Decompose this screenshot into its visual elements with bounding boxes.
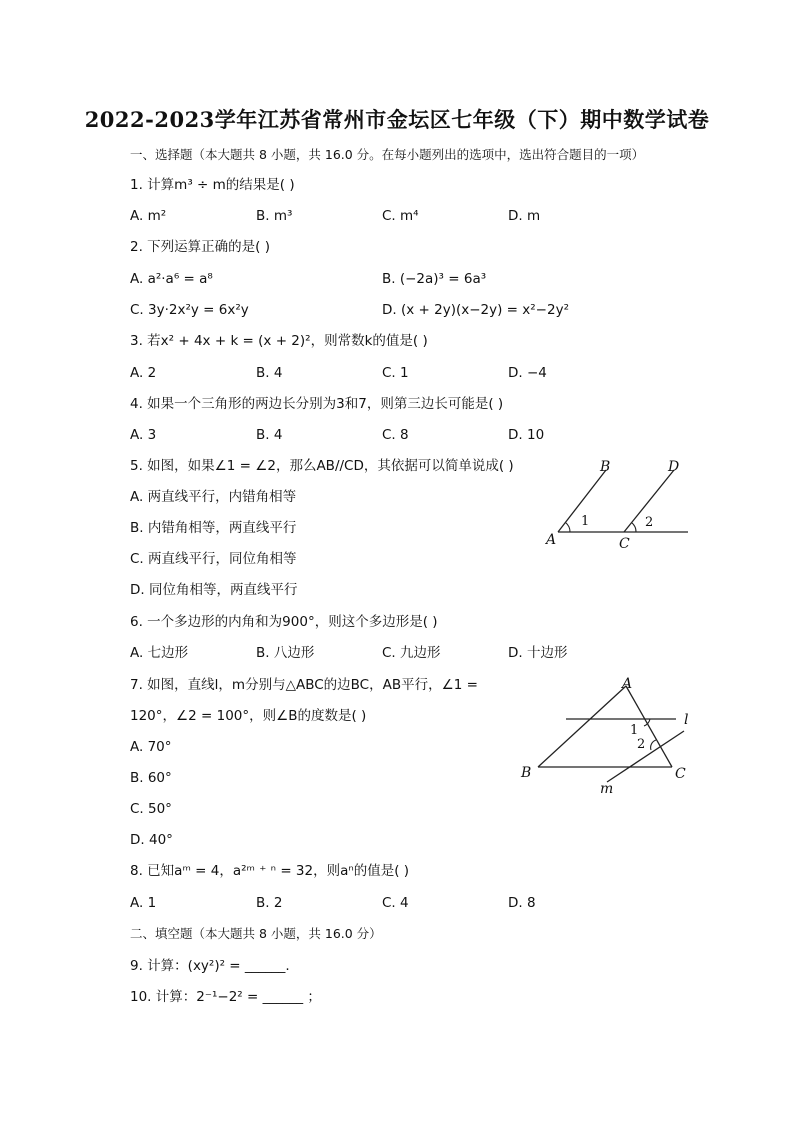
q2-option-d: D. (x + 2y)(x−2y) = x²−2y² [382, 302, 569, 318]
q2-option-a: A. a²·a⁶ = a⁸ [130, 271, 213, 287]
q4-option-d: D. 10 [508, 427, 545, 443]
q6-option-a: A. 七边形 [130, 645, 189, 661]
q7-figure-triangle [512, 676, 702, 801]
angle-1-label: 1 [581, 514, 590, 529]
q3-option-d: D. −4 [508, 365, 547, 381]
page-title: 2022-2023学年江苏省常州市金坛区七年级（下）期中数学试卷 [84, 107, 710, 132]
angle-2-arc [632, 523, 637, 533]
section-heading-fill-blank: 二、填空题（本大题共 8 小题，共 16.0 分） [130, 926, 382, 941]
q6-option-c: C. 九边形 [382, 645, 441, 661]
angle-2-arc [651, 740, 656, 750]
q8-option-a: A. 1 [130, 895, 157, 911]
q4-option-a: A. 3 [130, 427, 157, 443]
q4-option-b: B. 4 [256, 427, 283, 443]
point-b-label: B [521, 765, 532, 781]
q4-option-c: C. 8 [382, 427, 409, 443]
q7-option-d: D. 40° [130, 832, 173, 848]
question-9: 9. 计算：(xy²)² = ______. [130, 958, 290, 974]
question-1-stem: 1. 计算m³ ÷ m的结果是( ) [130, 177, 295, 193]
q8-option-c: C. 4 [382, 895, 409, 911]
q2-option-c: C. 3y·2x²y = 6x²y [130, 302, 249, 318]
q3-option-b: B. 4 [256, 365, 283, 381]
angle-1-arc [566, 523, 571, 533]
side-ab [538, 686, 626, 767]
q5-option-d: D. 同位角相等，两直线平行 [130, 582, 298, 598]
point-c-label: C [675, 766, 686, 782]
point-c-label: C [619, 536, 630, 552]
point-d-label: D [668, 459, 680, 475]
q1-option-b: B. m³ [256, 208, 293, 224]
angle-2-label: 2 [637, 737, 646, 752]
question-5-stem: 5. 如图，如果∠1 = ∠2，那么AB//CD，其依据可以简单说成( ) [130, 458, 514, 474]
question-7-stem-line2: 120°，∠2 = 100°，则∠B的度数是( ) [130, 708, 367, 724]
line-m [607, 731, 684, 782]
question-10: 10. 计算：2⁻¹−2² = ______ ； [130, 989, 321, 1005]
point-b-label: B [600, 459, 611, 475]
q1-option-c: C. m⁴ [382, 208, 419, 224]
line-l-label: l [684, 712, 689, 728]
q5-option-b: B. 内错角相等，两直线平行 [130, 520, 297, 536]
q8-option-d: D. 8 [508, 895, 536, 911]
q3-option-a: A. 2 [130, 365, 157, 381]
q8-option-b: B. 2 [256, 895, 283, 911]
question-4-stem: 4. 如果一个三角形的两边长分别为3和7，则第三边长可能是( ) [130, 396, 504, 412]
question-6-stem: 6. 一个多边形的内角和为900°，则这个多边形是( ) [130, 614, 438, 630]
section-heading-choice: 一、选择题（本大题共 8 小题，共 16.0 分。在每小题列出的选项中，选出符合题目的一项） [130, 147, 645, 162]
q5-figure-parallel-lines [540, 456, 700, 556]
point-a-label: A [622, 676, 633, 692]
point-a-label: A [546, 532, 557, 548]
q6-option-d: D. 十边形 [508, 645, 568, 661]
q3-option-c: C. 1 [382, 365, 409, 381]
question-2-stem: 2. 下列运算正确的是( ) [130, 239, 270, 255]
q1-option-d: D. m [508, 208, 541, 224]
q5-option-c: C. 两直线平行，同位角相等 [130, 551, 297, 567]
q7-option-c: C. 50° [130, 801, 172, 817]
line-m-label: m [600, 781, 614, 797]
q7-option-a: A. 70° [130, 739, 172, 755]
angle-2-label: 2 [645, 515, 654, 530]
q6-option-b: B. 八边形 [256, 645, 315, 661]
question-8-stem: 8. 已知aᵐ = 4，a²ᵐ ⁺ ⁿ = 32，则aⁿ的值是( ) [130, 863, 410, 879]
q2-option-b: B. (−2a)³ = 6a³ [382, 271, 487, 287]
question-3-stem: 3. 若x² + 4x + k = (x + 2)²，则常数k的值是( ) [130, 333, 428, 349]
q7-option-b: B. 60° [130, 770, 172, 786]
angle-1-label: 1 [630, 723, 639, 738]
q5-option-a: A. 两直线平行，内错角相等 [130, 489, 297, 505]
q1-option-a: A. m² [130, 208, 167, 224]
question-7-stem-line1: 7. 如图，直线l，m分别与△ABC的边BC，AB平行，∠1 = [130, 677, 478, 693]
